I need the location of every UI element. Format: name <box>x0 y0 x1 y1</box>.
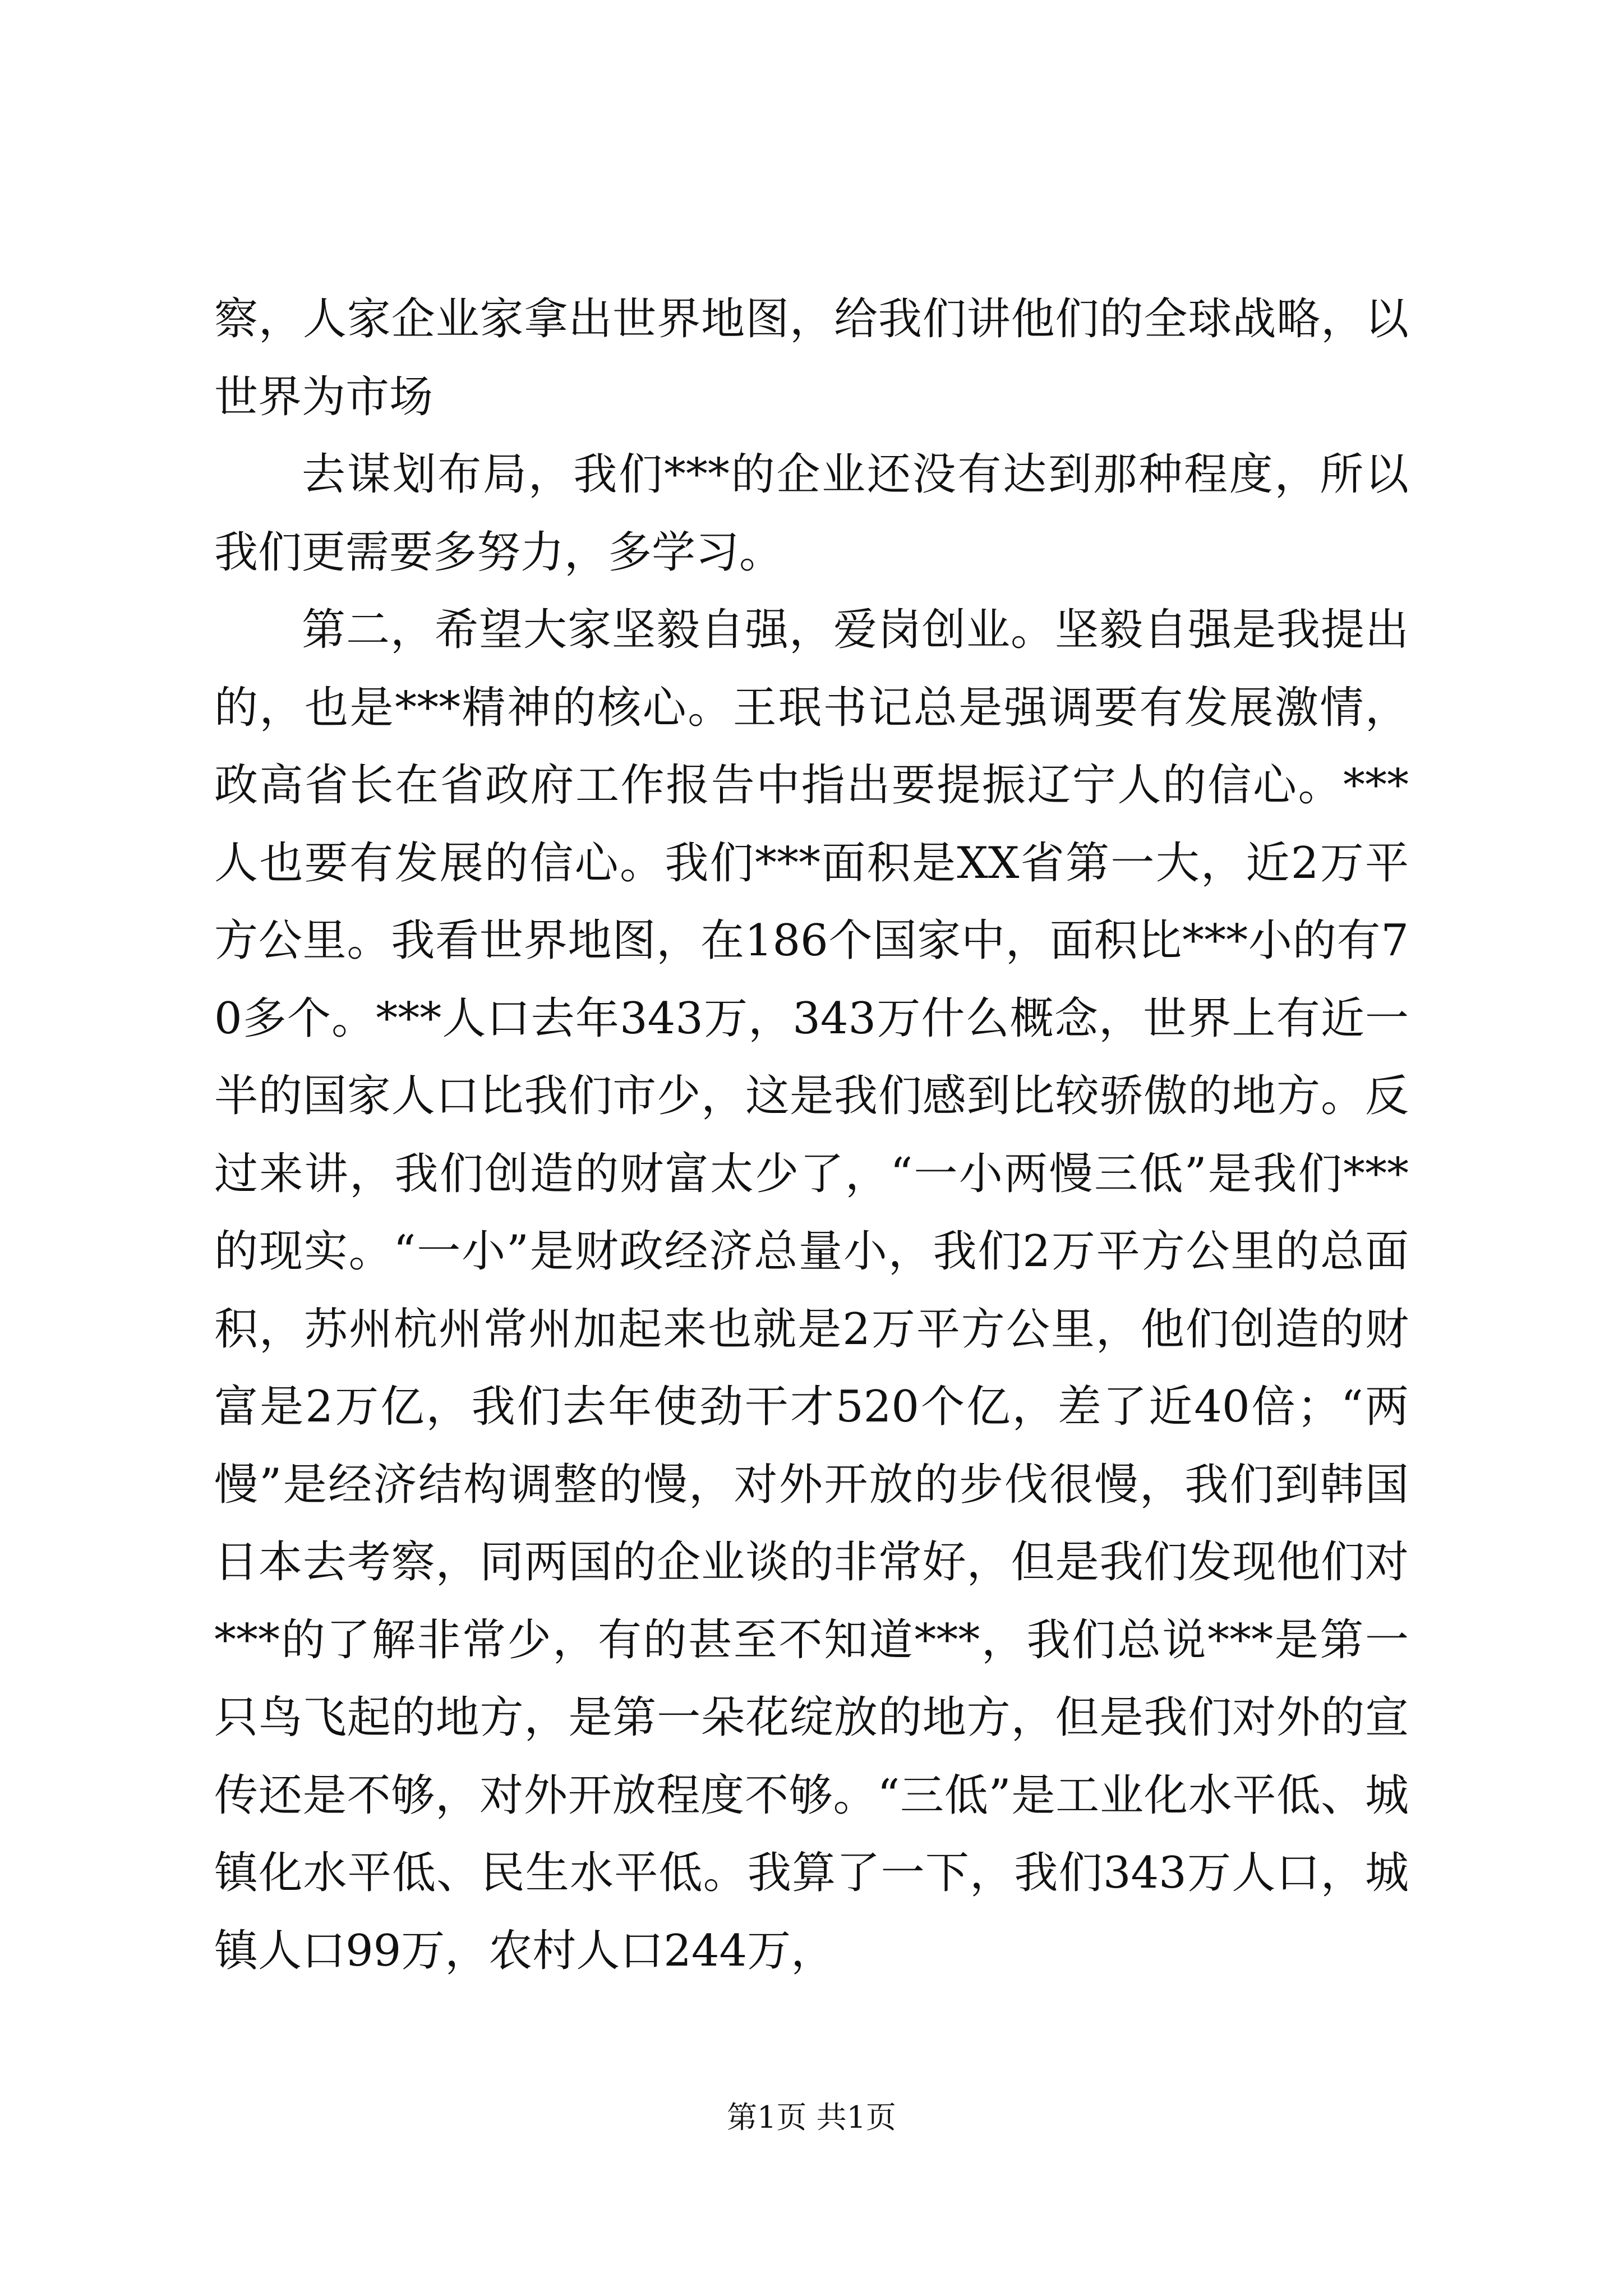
paragraph-1: 察，人家企业家拿出世界地图，给我们讲他们的全球战略，以世界为市场 <box>214 294 1409 422</box>
document-body <box>214 280 1409 1990</box>
paragraph-2: 去谋划布局，我们***的企业还没有达到那种程度，所以我们更需要多努力，多学习。 <box>214 449 1409 578</box>
paragraph-3: 第二，希望大家坚毅自强，爱岗创业。坚毅自强是我提出的，也是***精神的核心。王珉书记总是强调要有发展激情，政高省长在省政府工作报告中指出要提振辽宁人的信心。***人也要有发展的信心。我们***面积是XX省第一大，近2万平方公里。我看世界地图，在186个国家中，面积比***小的有70多个。***人口去年343万，343万什么概念，世界上有近一半的国家人口比我们市少，这是我们感到比较骄傲的地方。反过来讲，我们创造的财富太少了，“一小两慢三低”是我们***的现实。“一小”是财政经济总量小，我们2万平方公里的总面积，苏州杭州常州加起来也就是2万平方公里，他们创造的财富是2万亿，我们去年使劲干才520个亿，差了近40倍；“两慢”是经济结构调整的慢，对外开放的步伐很慢，我们到韩国日本去考察，同两国的企业谈的非常好，但是我们发现他们对***的了解非常少，有的甚至不知道***，我们总说***是第一只鸟飞起的地方，是第一朵花绽放的地方，但是我们对外的宣传还是不够，对外开放程度不够。“三低”是工业化水平低、城镇化水平低、民生水平低。我算了一下，我们343万人口，城镇人口99万，农村人口244万， <box>214 605 1409 1976</box>
page-footer: 第1页 共1页 <box>727 2100 896 2135</box>
